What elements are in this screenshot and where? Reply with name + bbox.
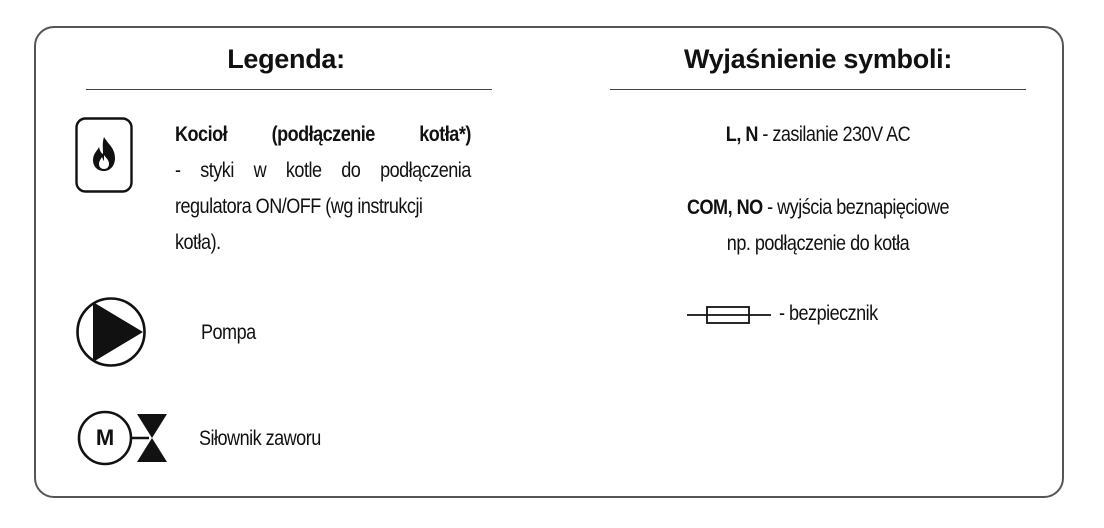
power-line: [639, 117, 997, 153]
outputs-desc: - wyjścia beznapięciowe: [767, 196, 950, 219]
boiler-desc-word: -: [175, 159, 181, 182]
power-key: L, N: [725, 123, 758, 146]
boiler-flame-icon: [75, 117, 133, 193]
boiler-desc-word: styki: [200, 159, 234, 182]
pump-label: Pompa: [201, 321, 256, 344]
boiler-desc-word: kotle: [285, 159, 322, 182]
legend-title: Legenda:: [227, 44, 345, 74]
symbols-title: Wyjaśnienie symboli:: [683, 44, 953, 74]
boiler-desc-line: kotła).: [175, 231, 221, 254]
fuse-icon: [687, 305, 771, 325]
valve-actuator-label: Siłownik zaworu: [199, 427, 321, 450]
valve-actuator-icon: [77, 410, 173, 466]
legend-divider: [86, 89, 492, 90]
boiler-desc-word: do: [341, 159, 361, 182]
pump-icon: [75, 296, 147, 368]
boiler-title-word: kotła*): [419, 123, 471, 146]
outputs-desc-line: np. podłączenie do kotła: [726, 232, 910, 255]
boiler-title-word: (podłączenie: [271, 123, 375, 146]
outputs-key: COM, NO: [686, 196, 763, 219]
boiler-desc-line: regulatora ON/OFF (wg instrukcji: [175, 195, 423, 218]
boiler-desc-word: w: [253, 159, 267, 182]
motor-letter: M: [95, 425, 115, 450]
symbols-divider: [610, 89, 1026, 90]
boiler-title-word: Kocioł: [175, 123, 228, 146]
fuse-desc: - bezpiecznik: [779, 302, 878, 325]
outputs-line: [639, 190, 997, 226]
power-desc: - zasilanie 230V AC: [762, 123, 911, 146]
boiler-desc-word: podłączenia: [380, 159, 471, 182]
legend-panel: [34, 26, 1064, 498]
boiler-title: [175, 117, 471, 153]
boiler-desc-line: [175, 153, 471, 189]
